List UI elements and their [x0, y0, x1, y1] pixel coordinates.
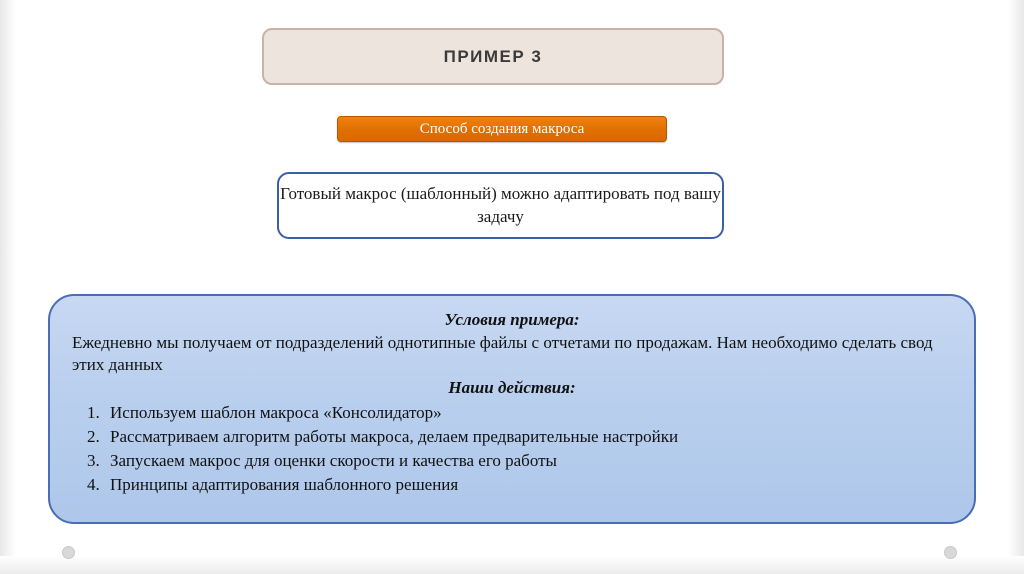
list-item: 4. Принципы адаптирования шаблонного решения — [104, 473, 952, 497]
conditions-heading: Условия примера: — [444, 310, 580, 329]
page-title: ПРИМЕР 3 — [443, 46, 543, 66]
bottom-edge-shading — [0, 556, 1024, 574]
list-item: 2. Рассматриваем алгоритм работы макроса, делаем предварительные настройки — [104, 425, 952, 449]
orange-banner — [337, 116, 667, 142]
conditions-text: Ежедневно мы получаем от подразделений однотипные файлы с отчетами по продажам. Нам необходимо сделать свод этих данных — [72, 333, 933, 374]
right-edge-shading — [1008, 0, 1024, 574]
list-item: 1. Используем шаблон макроса «Консолидатор» — [104, 401, 952, 425]
slide-title-box — [262, 28, 724, 85]
actions-list — [72, 401, 952, 498]
decorative-dot-right — [944, 546, 957, 559]
left-edge-shading — [0, 0, 16, 574]
list-item: 3. Запускаем макрос для оценки скорости и качества его работы — [104, 449, 952, 473]
callout-text: Готовый макрос (шаблонный) можно адаптировать под вашу задачу — [280, 183, 721, 226]
decorative-dot-left — [62, 546, 75, 559]
details-panel — [48, 294, 976, 524]
actions-heading: Наши действия: — [448, 377, 576, 397]
callout-box — [277, 172, 724, 239]
orange-banner-label: Способ создания макроса — [419, 120, 585, 137]
